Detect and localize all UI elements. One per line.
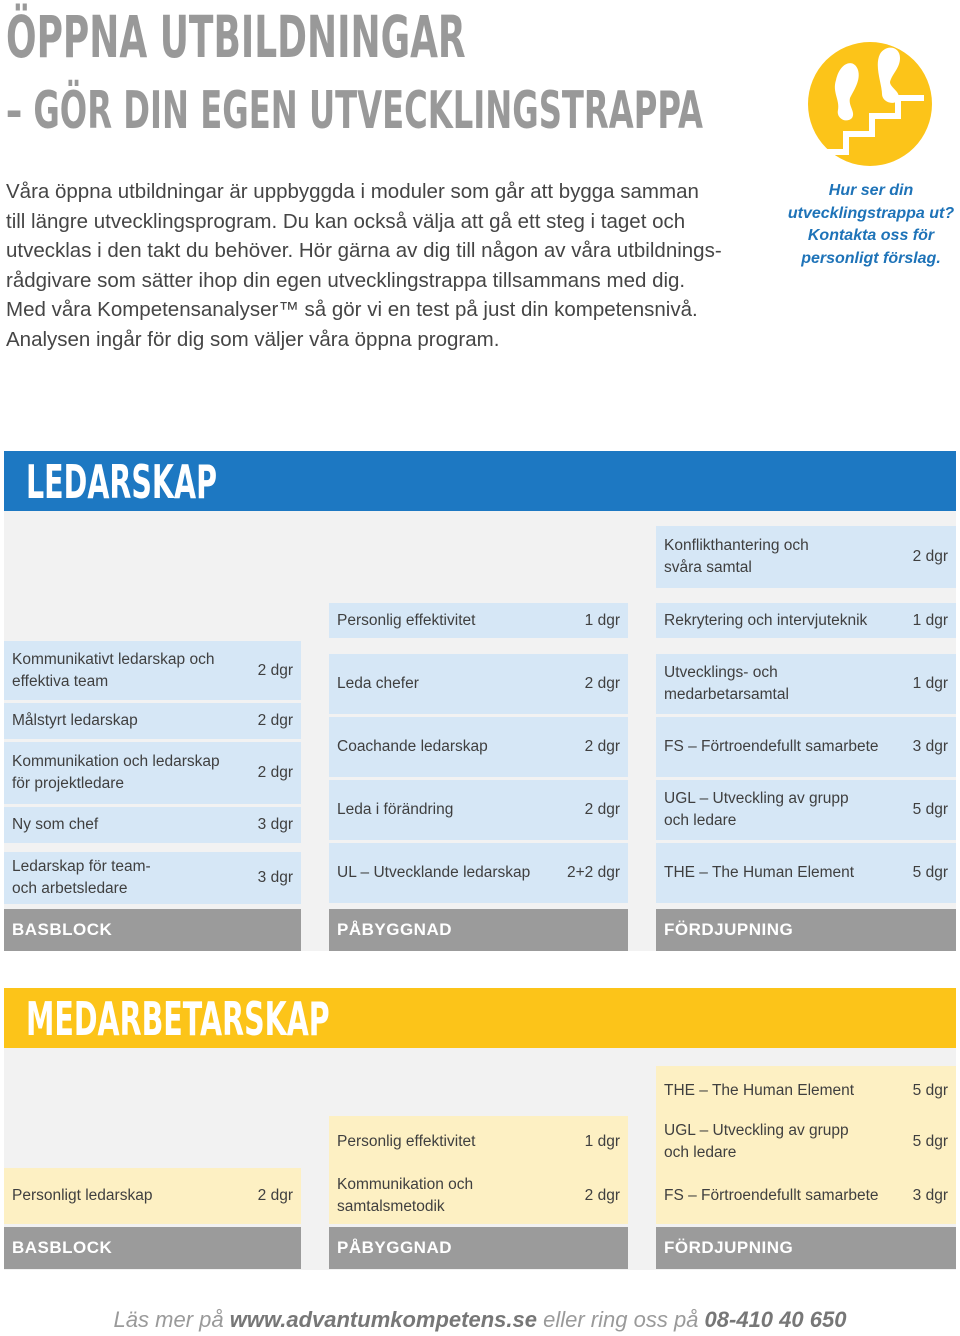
course-duration: 2 dgr [584,738,620,755]
course-card[interactable] [329,717,628,777]
intro-line: till längre utvecklingsprogram. Du kan också välja att gå ett steg i taget och [6,209,686,233]
course-name: Leda chefer [337,675,419,692]
course-name: UGL – Utveckling av grupp och ledare [664,1122,849,1161]
course-duration: 2 dgr [912,548,948,565]
course-duration: 1 dgr [584,1133,620,1150]
course-name: Kommunikation och ledarskap för projektledare [12,753,220,792]
course-card[interactable] [656,654,956,714]
course-duration: 2 dgr [257,764,293,781]
course-card[interactable] [656,526,956,588]
course-card[interactable] [656,717,956,777]
course-duration: 5 dgr [912,1133,948,1150]
website-link[interactable]: www.advantumkompetens.se [229,1307,537,1332]
course-name: Rekrytering och intervjuteknik [664,611,868,629]
course-name: Coachande ledarskap [337,738,488,755]
course-card[interactable] [656,1168,956,1224]
medarbetarskap-header-band [4,988,956,1048]
course-duration: 2 dgr [257,1187,293,1204]
course-duration: 5 dgr [912,864,948,881]
course-card[interactable] [656,843,956,903]
ledarskap-header-band [4,451,956,511]
basblock-label: BASBLOCK [4,1227,301,1269]
cta-line: Kontakta oss för [807,227,935,244]
page-title: ÖPPNA UTBILDNINGAR [6,3,466,71]
pabyggnad-label: PÅBYGGNAD [329,909,628,951]
course-card[interactable] [329,780,628,840]
course-name: THE – The Human Element [664,1082,855,1099]
course-name: Ledarskap för team- och arbetsledare [12,858,151,897]
course-duration: 3 dgr [912,1187,948,1204]
course-card[interactable] [329,843,628,903]
course-duration: 1 dgr [584,611,620,629]
intro-line: Analysen ingår för dig som väljer våra öppna program. [6,327,500,351]
course-card[interactable] [656,1066,956,1116]
intro-line: utvecklas i den takt du behöver. Hör gärna av dig till någon av våra utbildnings- [6,239,722,262]
course-duration: 5 dgr [912,1082,948,1099]
course-name: UGL – Utveckling av grupp och ledare [664,790,849,829]
course-card[interactable] [329,1116,628,1168]
course-duration: 5 dgr [912,801,948,818]
course-name: FS – Förtroendefullt samarbete [664,738,879,755]
course-card[interactable] [4,852,301,904]
course-card[interactable] [4,807,301,843]
course-name: Kommunikation och samtalsmetodik [337,1176,474,1215]
course-name: THE – The Human Element [664,864,855,881]
fordjupning-label: FÖRDJUPNING [656,909,956,951]
cta-line: personligt förslag. [801,249,941,267]
footer-prefix: Läs mer på [113,1307,230,1332]
course-duration: 1 dgr [912,675,948,692]
course-name: Leda i förändring [337,801,454,818]
course-name: Konflikthantering och svåra samtal [664,537,809,576]
page-subtitle: – GÖR DIN EGEN UTVECKLINGSTRAPPA [6,81,703,141]
fordjupning-label: FÖRDJUPNING [656,1227,956,1269]
contact-callout [782,180,960,270]
course-duration: 3 dgr [912,738,948,755]
course-name: Målstyrt ledarskap [12,712,138,729]
course-card[interactable] [4,641,301,700]
course-card[interactable] [329,603,628,638]
course-name: Utvecklings- och medarbetarsamtal [664,664,789,703]
course-card[interactable] [4,742,301,804]
course-duration: 2 dgr [584,675,620,692]
course-card[interactable] [329,1168,628,1224]
course-name: Ny som chef [12,816,99,833]
course-duration: 1 dgr [912,611,948,629]
course-duration: 2 dgr [257,712,293,729]
course-card[interactable] [329,654,628,714]
course-card[interactable] [4,1168,301,1224]
cta-line: utvecklingstrappa ut? [787,204,955,222]
course-duration: 2 dgr [584,801,620,818]
cta-line: Hur ser din [828,182,914,199]
medarbetarskap-title: MEDARBETARSKAP [26,992,330,1046]
course-name: Personlig effektivitet [337,611,476,629]
intro-line: Våra öppna utbildningar är uppbyggda i moduler som går att bygga samman [6,180,699,203]
course-card[interactable] [4,703,301,739]
course-card[interactable] [656,603,956,638]
course-name: UL – Utvecklande ledarskap [337,864,531,881]
course-name: Kommunikativt ledarskap och effektiva team [12,650,215,690]
intro-line: Med våra Kompetensanalyser™ så gör vi en test på just din kompetensnivå. [6,298,698,321]
course-duration: 3 dgr [257,869,293,886]
stairs-feet-logo-icon [806,40,934,168]
phone-number[interactable]: 08-410 40 650 [704,1307,847,1332]
course-name: FS – Förtroendefullt samarbete [664,1187,879,1204]
course-duration: 3 dgr [257,816,293,833]
basblock-label: BASBLOCK [4,909,301,951]
course-name: Personlig effektivitet [337,1133,476,1150]
course-name: Personligt ledarskap [12,1187,153,1204]
contact-footer [0,1307,960,1333]
ledarskap-title: LEDARSKAP [26,455,217,509]
course-duration: 2 dgr [257,661,293,679]
course-card[interactable] [656,780,956,840]
intro-line: rådgivare som sätter ihop din egen utvecklingstrappa tillsammans med dig. [6,268,686,292]
intro-text [6,177,766,354]
course-duration: 2+2 dgr [566,864,620,881]
footer-middle: eller ring oss på [537,1307,705,1332]
course-card[interactable] [656,1116,956,1168]
course-duration: 2 dgr [584,1187,620,1204]
pabyggnad-label: PÅBYGGNAD [329,1227,628,1269]
